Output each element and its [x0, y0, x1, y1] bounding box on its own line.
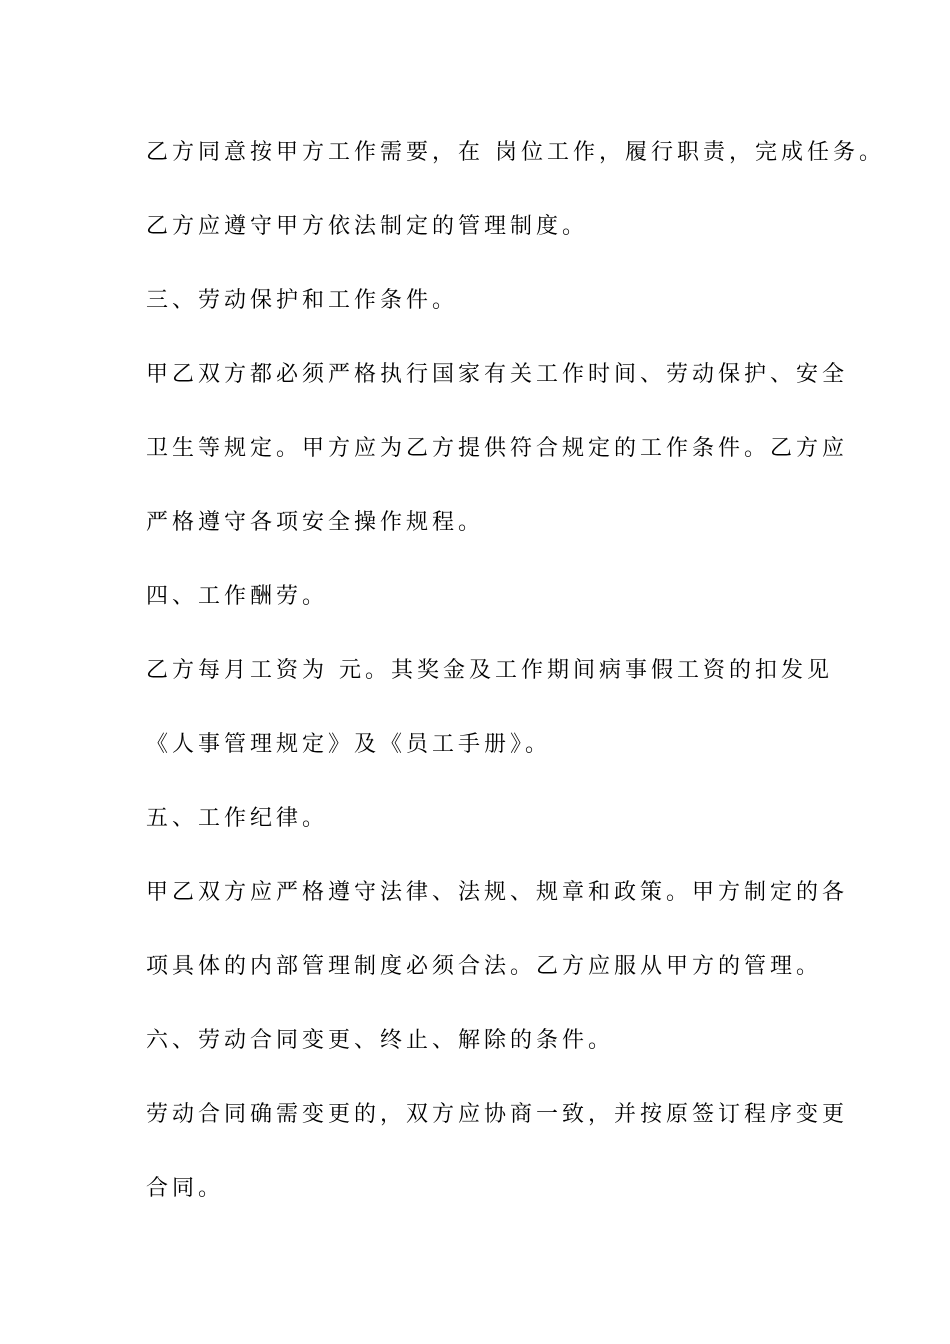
paragraph-line: 乙方应遵守甲方依法制定的管理制度。 [146, 214, 589, 239]
paragraph-line: 甲乙双方都必须严格执行国家有关工作时间、劳动保护、安全 [146, 362, 849, 387]
paragraph-line: 《人事管理规定》及《员工手册》。 [146, 732, 552, 757]
section-heading: 五、工作纪律。 [146, 806, 329, 831]
paragraph-line: 合同。 [146, 1176, 225, 1201]
section-heading: 四、工作酬劳。 [146, 584, 329, 609]
paragraph-line: 乙方同意按甲方工作需要，在 岗位工作，履行职责，完成任务。 [146, 140, 885, 165]
paragraph-line: 项具体的内部管理制度必须合法。乙方应服从甲方的管理。 [146, 954, 823, 979]
paragraph-line: 卫生等规定。甲方应为乙方提供符合规定的工作条件。乙方应 [146, 436, 849, 461]
paragraph-line: 严格遵守各项安全操作规程。 [146, 510, 485, 535]
section-heading: 三、劳动保护和工作条件。 [146, 288, 459, 313]
paragraph-line: 劳动合同确需变更的，双方应协商一致，并按原签订程序变更 [146, 1102, 849, 1127]
section-heading: 六、劳动合同变更、终止、解除的条件。 [146, 1028, 615, 1053]
paragraph-line: 甲乙双方应严格遵守法律、法规、规章和政策。甲方制定的各 [146, 880, 849, 905]
paragraph-line: 乙方每月工资为 元。其奖金及工作期间病事假工资的扣发见 [146, 658, 833, 683]
